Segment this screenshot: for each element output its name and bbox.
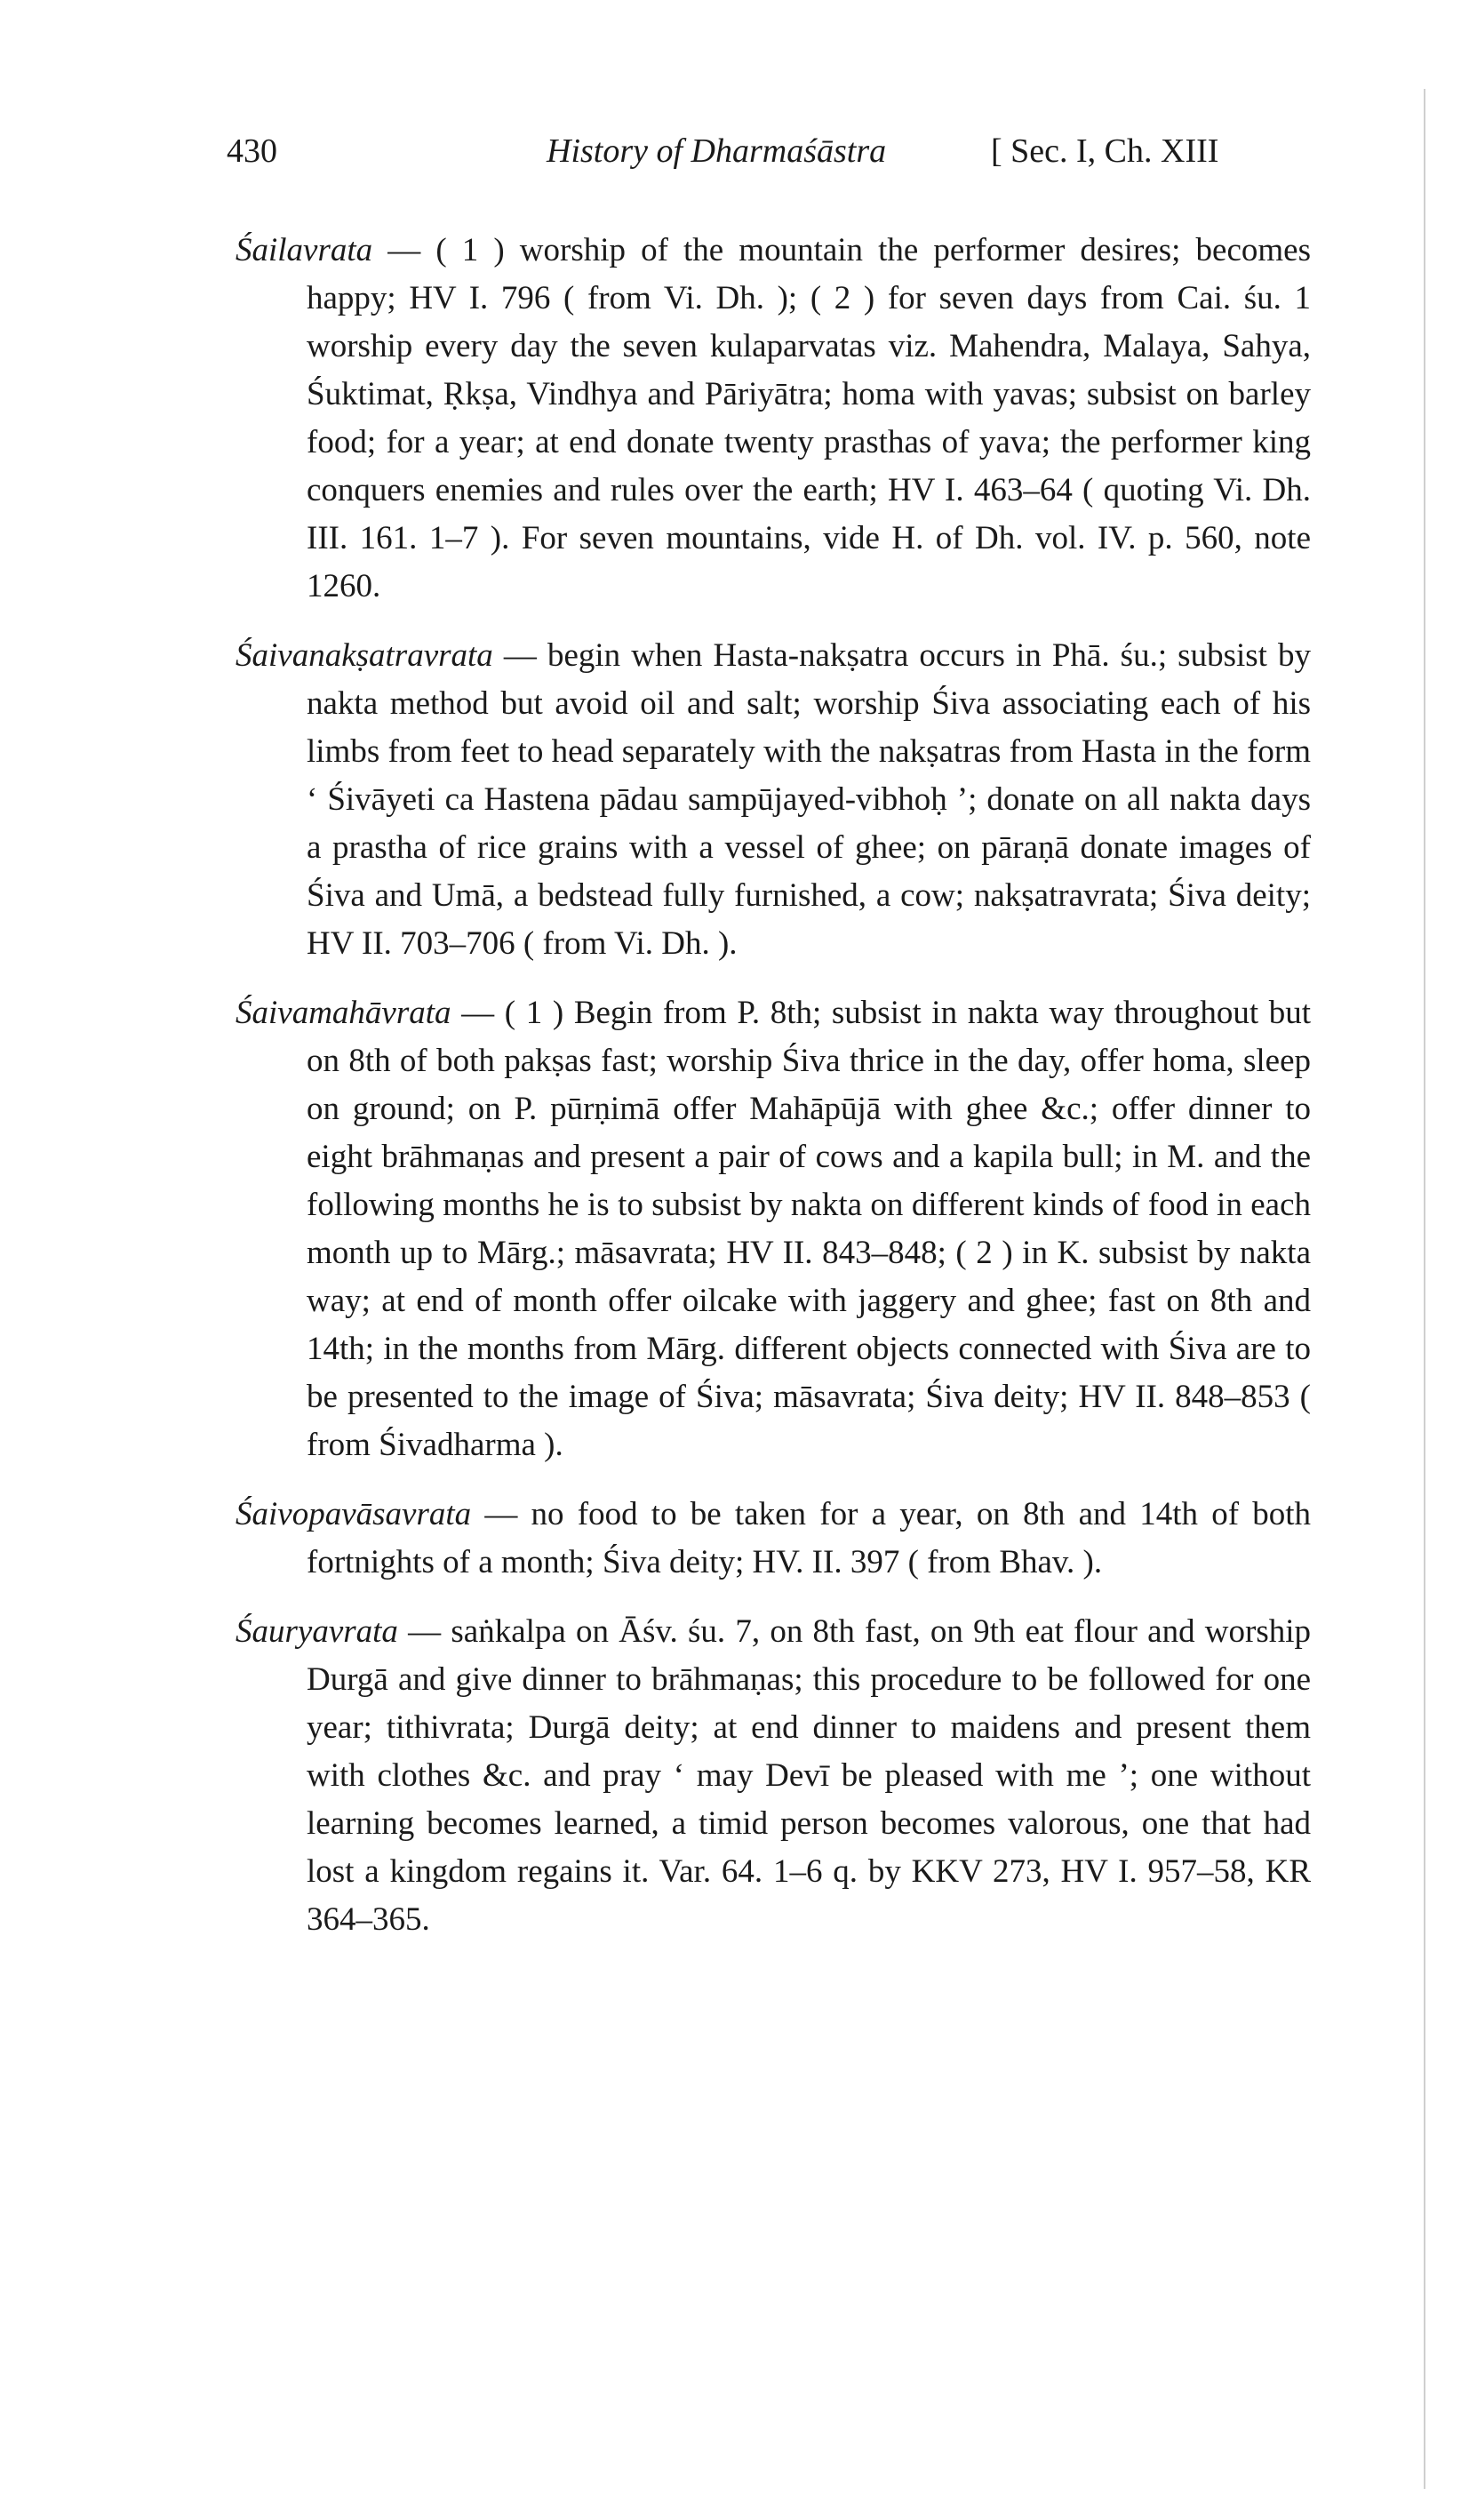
entry-headword: Śailavrata <box>236 232 373 268</box>
entry-text: — no food to be taken for a year, on 8th and 14th of both fortnights of a month; Śiva deity; HV. II. 397 ( from Bhav. ). <box>307 1496 1312 1580</box>
entry-saivopavasavrata <box>236 1491 1311 1587</box>
entry-text: — begin when Hasta-nakṣatra occurs in Phā. śu.; subsist by nakta method but avoid oil and salt; worship Śiva associating each of his limbs from feet to head separately with the nakṣatras from Hasta in the form ‘ Śivāyeti ca Hastena pādau sampūjayed-vibhoḥ ’; donate on all nakta days a prastha of rice grains with a vessel of ghee; on pāraṇā donate images of Śiva and Umā, a bedstead fully furnished, a cow; nakṣatravrata; Śiva deity; HV II. 703–706 ( from Vi. Dh. ). <box>307 637 1311 962</box>
section-reference: [ Sec. I, Ch. XIII <box>991 132 1219 170</box>
page-number: 430 <box>227 132 277 170</box>
entry-saivamahavrata <box>236 989 1311 1469</box>
entry-saivanaksatravrata <box>236 632 1311 968</box>
entry-text: — ( 1 ) worship of the mountain the performer desires; becomes happy; HV I. 796 ( from Vi. Dh. ); ( 2 ) for seven days from Cai. śu. 1 worship every day the seven kulaparvatas viz. Mahendra, Malaya, Sahya, Śuktimat, Ṛkṣa, Vindhya and Pāriyātra; homa with yavas; subsist on barley food; for a year; at end donate twenty prasthas of yava; the performer king conquers enemies and rules over the earth; HV I. 463–64 ( quoting Vi. Dh. III. 161. 1–7 ). For seven mountains, vide H. of Dh. vol. IV. p. 560, note 1260. <box>307 232 1311 604</box>
running-head <box>227 132 1417 185</box>
running-title: History of Dharmaśāstra <box>547 132 887 170</box>
entry-headword: Śaivamahāvrata <box>236 995 451 1031</box>
entry-text: — saṅkalpa on Āśv. śu. 7, on 8th fast, on 9th eat flour and worship Durgā and give dinner to brāhmaṇas; this procedure to be followed for one year; tithivrata; Durgā deity; at end dinner to maidens and present them with clothes &c. and pray ‘ may Devī be pleased with me ’; one without learning becomes learned, a timid person becomes valorous, one that had lost a kingdom regains it. Var. 64. 1–6 q. by KKV 273, HV I. 957–58, KR 364–365. <box>307 1613 1312 1938</box>
entry-text: — ( 1 ) Begin from P. 8th; subsist in nakta way throughout but on 8th of both pakṣas fast; worship Śiva thrice in the day, offer homa, sleep on ground; on P. pūrṇimā offer Mahāpūjā with ghee &c.; offer dinner to eight brāhmaṇas and present a pair of cows and a kapila bull; in M. and the following months he is to subsist by nakta on different kinds of food in each month up to Mārg.; māsavrata; HV II. 843–848; ( 2 ) in K. subsist by nakta way; at end of month offer oilcake with jaggery and ghee; fast on 8th and 14th; in the months from Mārg. different objects connected with Śiva are to be presented to the image of Śiva; māsavrata; Śiva deity; HV II. 848–853 ( from Śivadharma ). <box>307 995 1312 1463</box>
entry-sauryavrata <box>236 1608 1311 1944</box>
entry-headword: Śaivanakṣatravrata <box>236 637 493 674</box>
margin-rule <box>1424 89 1425 2489</box>
entry-sailavrata <box>236 227 1311 611</box>
entry-headword: Śaivopavāsavrata <box>236 1496 472 1532</box>
entry-list <box>236 227 1311 1965</box>
entry-headword: Śauryavrata <box>236 1613 398 1650</box>
